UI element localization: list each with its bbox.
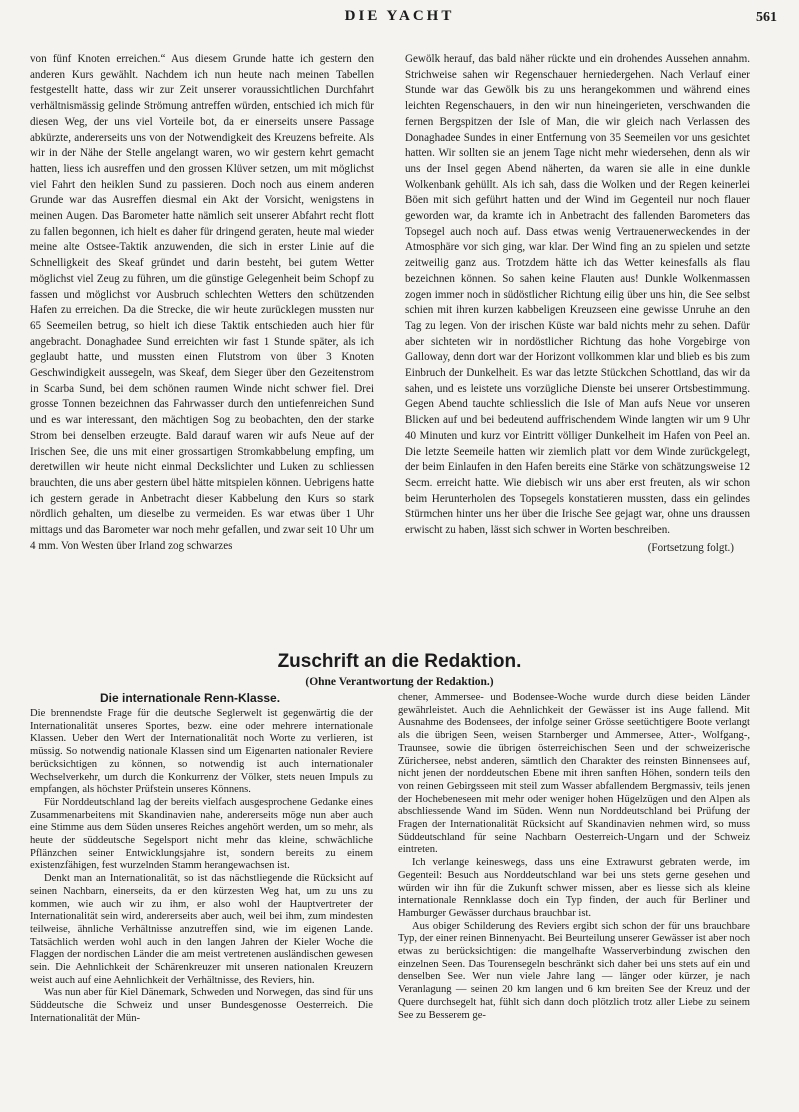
article-title: Zuschrift an die Redaktion. (277, 651, 522, 672)
paragraph: Für Norddeutschland lag der bereits vielfach ausgesprochene Gedanke eines Zusammenarbeitens mit Skandinavien nahe, andererseits möge nun aber auch eine Stimme aus dem Süden unseres Reiches angehört werden, um so mehr, als heute der süddeutsche Segelsport nicht mehr das kleine, schwächliche Pflänzchen seiner Entwicklungsjahre ist, sondern bereits zu einem existenzfähigen, fest wurzelnden Stamm herangewachsen ist. (30, 796, 373, 872)
section-heading: Die internationale Renn-Klasse. (100, 691, 281, 705)
paragraph: chener, Ammersee- und Bodensee-Woche wurde durch diese beiden Länder gewährleistet. Auch die Aehnlichkeit der Gewässer ist ins Auge fallend. Mit Ausnahme des Bodensees, der infolge seiner Grösse seetüchtigere Boote verlangt als die übrigen Seen, weisen Starnberger und Ammersee, Atter-, Wolfgang-, Traunsee, sowie die übrigen österreichischen Seen und der schweizerische Zürichersee, nebst anderen, sämtlich den Charakter des reinsten Binnensees auf, nicht jenen der norddeutschen Ebene mit ihren sanften Höhen, sondern teils den von reinen Gebirgsseen mit steil zum Wasser abfallendem Bergmassiv, teils jenen der Hochebeneseen mit mehr oder weniger hohen Hügelzügen und den Alpen als abschliessende Wand im Süden. Wenn nun Norddeutschland bei Prüfung der Fragen der Internationalität Rücksicht auf Skandinavien nehmen wird, so muss Süddeutschland für seine Nachbarn Oesterreich-Ungarn und der Schweiz eintreten. (398, 692, 750, 856)
story-left-column (30, 52, 374, 555)
story-right-column (405, 52, 750, 557)
journal-title: DIE YACHT (344, 8, 455, 24)
page-number: 561 (756, 10, 777, 25)
paragraph: von fünf Knoten erreichen.“ Aus diesem Grunde hatte ich gestern den anderen Kurs gewählt. Nachdem ich nun heute nach meinen Tabellen festgestellt hatte, dass wir zur Zeit unserer voraussichtlichen Durchfahrt verhältnismässig gelinde Strömung antreffen würden, entschied ich mich für diesen Weg, der uns viel Vorteile bot, da er einerseits unsere Passage abkürzte, andererseits uns von der Notwendigkeit des Kreuzens befreite. Als wir in der Nähe der Stelle angelangt waren, wo wir gestern kehrt gemacht hatten, liess ich ausreffen und den grossen Klüver setzen, um mit möglichst viel Fahrt den heiklen Sund zu passieren. Doch noch aus einem anderen Grunde war das Ausreffen diesmal ein Akt der Vorsicht, wenigstens in meinen Augen. Das Barometer hatte nämlich seit unserer Abfahrt recht flott zu fallen begonnen, ich hielt es daher für dringend geraten, heute mal wieder meine alte Ostsee-Taktik anzuwenden, die sich in erster Linie auf die Schnelligkeit des Skeaf gründet und darin besteht, bei gutem Wetter möglichst viel Zeug zu führen, um die günstige Gelegenheit beim Schopf zu fassen und möglichst vor Ausbruch schlechten Wetters den schützenden Hafen zu erreichen. Da die Strecke, die wir heute zurücklegen mussten nur 65 Seemeilen betrug, so hielt ich diese Taktik entschieden auch hier für angebracht. Donaghadee Sund erreichten wir fast 1 Stunde später, als ich geglaubt hatte, und mussten einen Flutstrom von über 3 Knoten Geschwindigkeit aussegeln, was Skeaf, dem Sieger über den Gezeitenstrom in Scarba Sund, bei dem schönen raumen Winde nicht schwer fiel. Drei grosse Tonnen bezeichnen das Fahrwasser durch den untiefenreichen Sund und es war interessant, den mächtigen Sog zu beobachten, den der starke Strom bei denselben erzeugte. Bald darauf waren wir aufs Neue auf der Irischen See, die uns mit einer grossartigen Stromkabbelung empfing, um deretwillen wir heute nicht einmal Deckslichter und Luken zu schliessen brauchten, die uns aber gestern übel hätte mitspielen können. Uebrigens hatte ich gestern gerade in Anbetracht dieser Kabbelung den Kurs so stark nördlich gehalten, um dieselbe zu vermeiden. Es war etwas über 1 Uhr mittags und das Barometer war noch mehr gefallen, und zwar seit 10 Uhr um 4 mm. Von Westen über Irland zog schwarzes (30, 53, 374, 552)
paragraph: Die brennendste Frage für die deutsche Seglerwelt ist gegenwärtig die der Internationalität unseres Sportes, bezw. eine oder mehrere internationale Klassen. Ueber den Wert der Internationalität noch Worte zu verlieren, ist müssig. So notwendig nationale Klassen sind um Eigenarten nationaler Reviere berücksichtigen zu können, so notwendig ist auch internationaler Wechselverkehr, um durch die Konkurrenz der Völker, stets neuen Impuls zu empfangen, als höchster Prüfstein unseres Könnens. (30, 708, 373, 796)
continuation-note: (Fortsetzung folgt.) (647, 541, 734, 554)
page-header (0, 6, 799, 30)
letter-left-column (30, 708, 373, 1026)
paragraph: Aus obiger Schilderung des Reviers ergibt sich schon der für uns brauchbare Typ, der einer reinen Binnenyacht. Bei Beurteilung unserer Gewässer ist aber noch etwas zu berücksichtigen: die mangelhafte Wasserverbindung zwischen den einzelnen Seen. Das Tourensegeln beschränkt sich daher bei uns stets auf ein und denselben See. Wer nun viele Jahre lang — länger oder kürzer, je nach Veranlagung — seinen 20 km langen und 6 km breiten See der Kreuz und der Quere durchsegelt hat, fühlt sich dann doch plötzlich trotz aller Liebe zu seinem See zu Besserem ge- (398, 920, 750, 1021)
paragraph: Was nun aber für Kiel Dänemark, Schweden und Norwegen, das sind für uns Süddeutsche die Schweiz und unser Bundesgenosse Oesterreich. Die Internationalität der Mün- (30, 987, 373, 1024)
article-subtitle: (Ohne Verantwortung der Redaktion.) (305, 676, 494, 688)
paragraph: Gewölk herauf, das bald näher rückte und ein drohendes Aussehen annahm. Strichweise sahen wir Regenschauer herniedergehen. Nach Verlauf einer Stunde war das Gewölk bis zu uns herangekommen und während eines leichten Regenschauers, in den wir nun hineingerieten, verschwanden die fernen Bergspitzen der Isle of Man, die wir gleich nach Verlassen des Donaghadee Sundes in einer Entfernung von 35 Seemeilen vor uns gesichtet hatten. Wir sollten sie an jenem Tage nicht mehr wiedersehen, denn als wir uns der Insel gegen Abend näherten, da waren sie alle in eine dunkle Wolkenbank gehüllt. Als ich sah, dass die Wolken und der Regen keinerlei Böen mit sich geführt hatten und der Wind im Gegenteil nur noch flauer geworden war, da kramte ich in Anbetracht des fallenden Barometers das Topsegel auch noch auf. Dass etwas wenig Vertrauenerweckendes in der Atmosphäre vor sich ging, war klar. Der Wind fing an zu spielen und setzte zeitweilig ganz aus. Trotzdem hätte ich das Wetter keinesfalls als flau bezeichnen können. So sahen keine Flauten aus! Dunkle Wolkenmassen zogen immer noch in südöstlicher Richtung eilig über uns hin, die See selbst schien mit ihren kurzen kabbeligen Kreuzseen eine gewisse Unruhe an den Tag zu legen. Von der irischen Küste war bald nichts mehr zu sehen. Dafür aber sichteten wir in nordöstlicher Richtung das hohe Vorgebirge von Galloway, denn dort war der Horizont vollkommen klar und blieb es bis zum Einbruch der Dunkelheit. Es war das letzte Stückchen Schottland, das wir da sahen, und es leistete uns vorzügliche Dienste bei unserer Ortsbestimmung. Gegen Abend tauchte schliesslich die Isle of Man aufs Neue vor unseren Blicken auf und bei bedeutend auffrischendem Winde langten wir um 9 Uhr 40 Minuten und kurz vor Eintritt völliger Dunkelheit im Hafen von Peel an. Die letzte Seemeile hatten wir ziemlich platt vor dem Winde zurückgelegt, der beim Einlaufen in den Hafen bereits eine Stärke von schätzungsweise 12 Secm. erreicht hatte. Wie diebisch wir uns aber erst freuten, als wir schon beim Herunterholen des Topsegels konstatieren mussten, dass ein gelindes Stürmchen hinter uns her über die Irische See gejagt war, ohne uns draussen erwischt zu haben, lässt sich schwer in Worten beschreiben. (405, 53, 750, 537)
paragraph: Denkt man an Internationalität, so ist das nächstliegende die Rücksicht auf seinen Nachbarn, einerseits, da er den kürzesten Weg hat, um zu uns zu kommen, wie auch wir zu ihm, er also wohl der Hauptvertreter der Internationalität sein wird, andererseits aber auch, weil bei ihm, zum mindesten teilweise, ähnliche Verhältnisse anzutreffen sind, wie im eigenen Lande. Tatsächlich werden wohl auch in den langen Jahren der Kieler Woche die Flaggen der nordischen Länder die am meist vertretenen ausländischen gewesen sein. Die Aehnlichkeit der Schärenkreuzer mit unseren nationalen Kreuzern weist auch auf eine Aehnlichkeit der Verhältnisse, des Reviers, hin. (30, 873, 373, 986)
letter-right-column (398, 692, 750, 1022)
paragraph: Ich verlange keineswegs, dass uns eine Extrawurst gebraten werde, im Gegenteil: Besuch aus Norddeutschland war bei uns stets gerne gesehen und würden wir ihn für die Zukunft schwer missen, aber es liesse sich als kleine internationale Rennklasse doch ein Typ finden, der auch für Berliner und Hamburger Gewässer durchaus brauchbar ist. (398, 857, 750, 919)
